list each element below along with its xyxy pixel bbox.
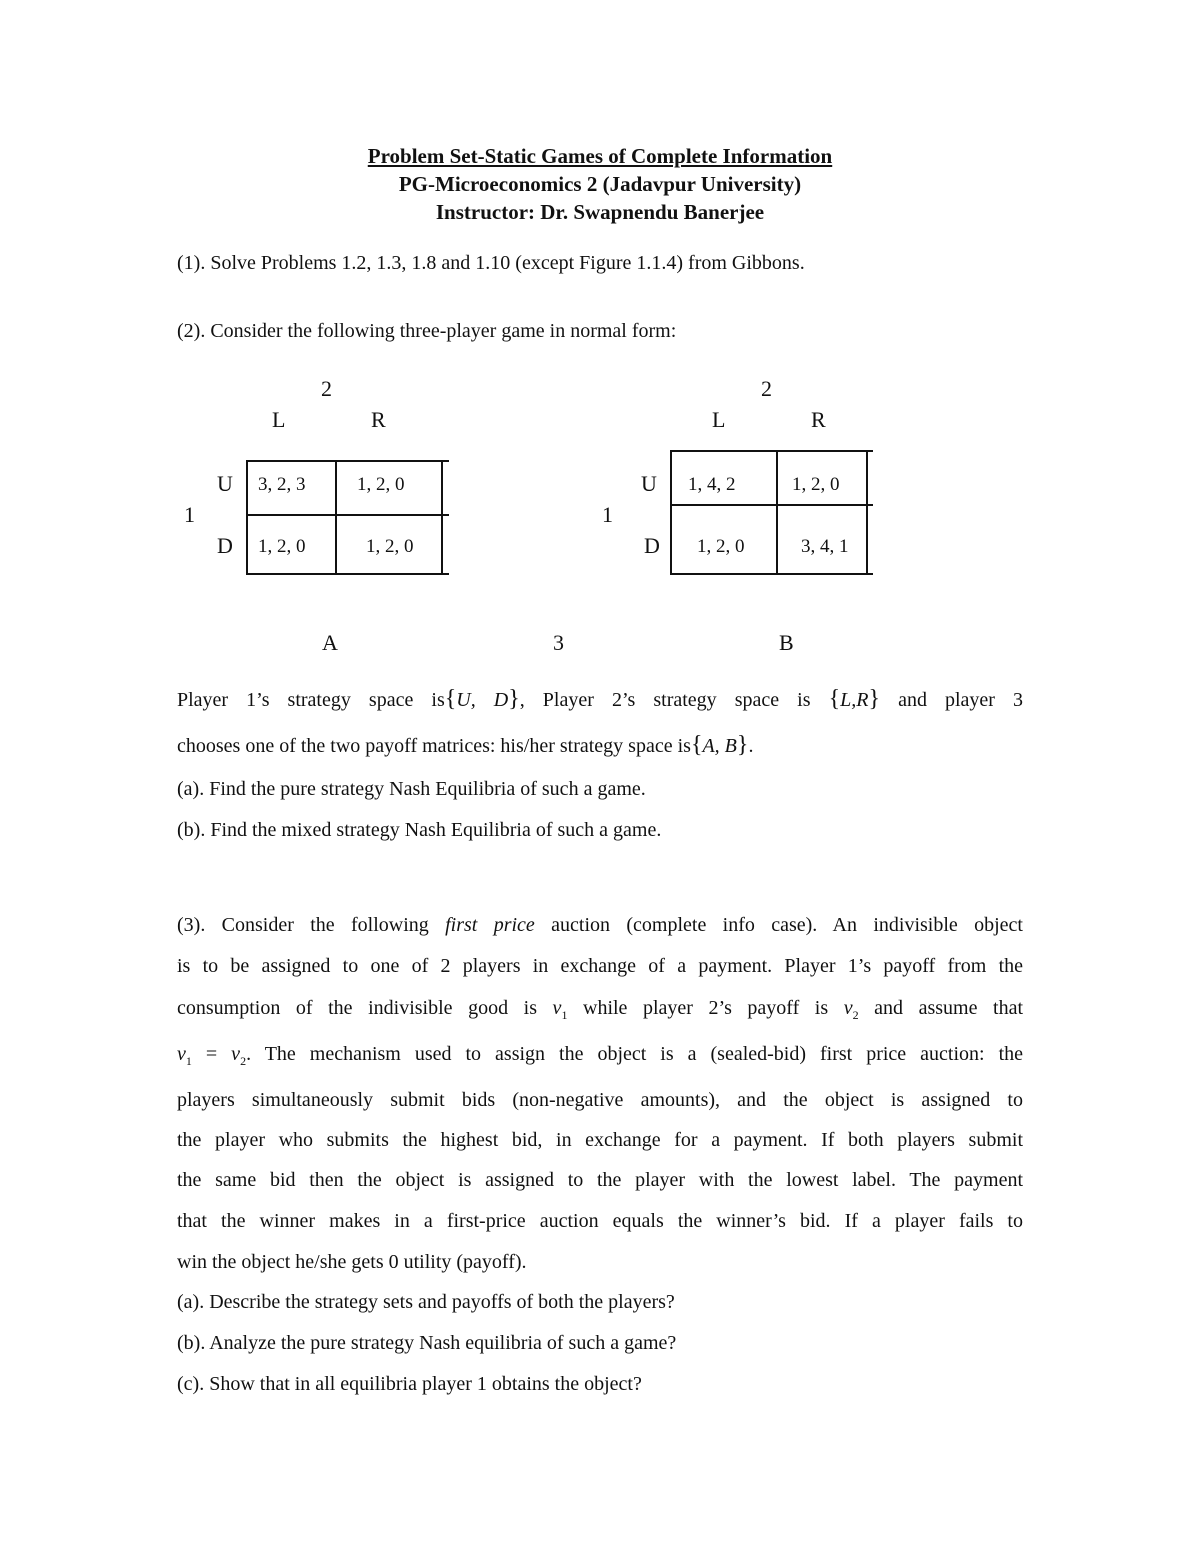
question-3-line-1 bbox=[177, 914, 1023, 937]
text-run: and assume that bbox=[874, 997, 1024, 1019]
text-run: . bbox=[748, 735, 754, 757]
matrix-a-row-player: 1 bbox=[184, 502, 195, 527]
text-run: while player 2’s payoff is bbox=[583, 997, 829, 1019]
math-variable: v bbox=[231, 1043, 241, 1065]
matrix-a-cell-dl: 1, 2, 0 bbox=[258, 536, 306, 557]
question-3-line-5: players simultaneously submit bids (non-negative amounts), and the object is assigned to bbox=[177, 1089, 1023, 1111]
question-2b: (b). Find the mixed strategy Nash Equilibria of such a game. bbox=[177, 819, 662, 841]
matrix-a-col-r: R bbox=[371, 407, 386, 432]
math-subscript: 1 bbox=[185, 1054, 192, 1068]
math-v1-equals-v2 bbox=[177, 1043, 247, 1068]
matrix-a-line bbox=[246, 514, 449, 516]
text-run: Player 1’s strategy space is bbox=[177, 689, 445, 711]
matrix-a-line bbox=[246, 573, 449, 575]
matrix-a-line bbox=[441, 460, 443, 575]
matrix-b-line bbox=[776, 450, 778, 575]
page-title: Problem Set-Static Games of Complete Information bbox=[367, 144, 833, 168]
math-set-player-1: U, D bbox=[456, 689, 509, 711]
text-run: . The mechanism used to assign the object is a (sealed-bid) first price auction: the bbox=[246, 1043, 1024, 1065]
question-3c: (c). Show that in all equilibria player 1 obtains the object? bbox=[177, 1373, 642, 1395]
matrix-a-line bbox=[246, 460, 449, 462]
math-v2 bbox=[843, 997, 859, 1022]
matrix-a-cell-ul: 3, 2, 3 bbox=[258, 474, 306, 495]
question-3a: (a). Describe the strategy sets and payoffs of both the players? bbox=[177, 1291, 675, 1313]
matrix-a-name: A bbox=[322, 630, 338, 655]
strategy-space-line-1: Player 1’s strategy space is{U, D}, Player 2’s strategy space is {L,R} and player 3 bbox=[177, 686, 1024, 712]
math-subscript: 2 bbox=[240, 1054, 247, 1068]
math-set-player-3: A, B bbox=[702, 735, 737, 757]
matrix-a-column-player: 2 bbox=[321, 376, 332, 401]
question-3-line-2: is to be assigned to one of 2 players in exchange of a payment. Player 1’s payoff from the bbox=[177, 955, 1023, 977]
matrix-b-row-player: 1 bbox=[602, 502, 613, 527]
question-3-line-4 bbox=[177, 1043, 1023, 1069]
matrix-b-line bbox=[670, 504, 873, 506]
question-2-intro: (2). Consider the following three-player game in normal form: bbox=[177, 320, 677, 342]
matrix-b-name: B bbox=[779, 630, 794, 655]
matrix-b-cell-ul: 1, 4, 2 bbox=[688, 474, 736, 495]
math-subscript: 1 bbox=[561, 1008, 568, 1022]
instructor-name: Instructor: Dr. Swapnendu Banerjee bbox=[435, 200, 765, 224]
text-run: chooses one of the two payoff matrices: his/her strategy space is bbox=[177, 735, 691, 757]
matrix-b-cell-dl: 1, 2, 0 bbox=[697, 536, 745, 557]
matrix-a-col-l: L bbox=[272, 407, 286, 432]
strategy-space-line-2: chooses one of the two payoff matrices: his/her strategy space is{A, B}. bbox=[177, 732, 754, 758]
question-3-line-6: the player who submits the highest bid, in exchange for a payment. If both players submit bbox=[177, 1129, 1023, 1151]
text-run: consumption of the indivisible good is bbox=[177, 997, 537, 1019]
matrix-b-line bbox=[670, 450, 873, 452]
matrix-b-line bbox=[866, 450, 868, 575]
matrix-a-line bbox=[335, 460, 337, 575]
question-1: (1). Solve Problems 1.2, 1.3, 1.8 and 1.10 (except Figure 1.1.4) from Gibbons. bbox=[177, 252, 805, 274]
math-v1 bbox=[552, 997, 568, 1022]
matrix-b-col-r: R bbox=[811, 407, 826, 432]
emphasis-first-price: first price bbox=[445, 914, 535, 936]
matrix-a-row-u: U bbox=[217, 471, 233, 496]
matrix-b-line bbox=[670, 573, 873, 575]
question-3-line-7: the same bid then the object is assigned to the player with the lowest label. The payment bbox=[177, 1169, 1023, 1191]
text-run: and player 3 bbox=[898, 689, 1024, 711]
question-3b: (b). Analyze the pure strategy Nash equilibria of such a game? bbox=[177, 1332, 677, 1354]
text-run: auction (complete info case). An indivisible object bbox=[551, 914, 1023, 936]
question-3-line-3 bbox=[177, 997, 1023, 1023]
math-operator: = bbox=[205, 1043, 218, 1065]
matrix-b-row-d: D bbox=[644, 533, 660, 558]
text-run: , Player 2’s strategy space is bbox=[519, 689, 811, 711]
player-3-label: 3 bbox=[553, 630, 564, 655]
matrix-b-cell-dr: 3, 4, 1 bbox=[801, 536, 849, 557]
text-run: (3). Consider the following bbox=[177, 914, 429, 936]
matrix-b-row-u: U bbox=[641, 471, 657, 496]
matrix-b-line bbox=[670, 450, 672, 575]
math-subscript: 2 bbox=[852, 1008, 859, 1022]
math-variable: v bbox=[177, 1043, 186, 1065]
math-variable: v bbox=[552, 997, 562, 1019]
question-3-line-9: win the object he/she gets 0 utility (payoff). bbox=[177, 1251, 527, 1273]
matrix-a-row-d: D bbox=[217, 533, 233, 558]
question-2a: (a). Find the pure strategy Nash Equilibria of such a game. bbox=[177, 778, 646, 800]
matrix-a-cell-ur: 1, 2, 0 bbox=[357, 474, 405, 495]
course-name: PG-Microeconomics 2 (Jadavpur University) bbox=[398, 172, 802, 196]
math-variable: v bbox=[843, 997, 853, 1019]
matrix-a-line bbox=[246, 460, 248, 575]
matrix-b-cell-ur: 1, 2, 0 bbox=[792, 474, 840, 495]
question-3-line-8: that the winner makes in a first-price auction equals the winner’s bid. If a player fails to bbox=[177, 1210, 1023, 1232]
matrix-a-cell-dr: 1, 2, 0 bbox=[366, 536, 414, 557]
math-set-player-2: L,R bbox=[840, 689, 869, 711]
matrix-b-column-player: 2 bbox=[761, 376, 772, 401]
matrix-b-col-l: L bbox=[712, 407, 726, 432]
